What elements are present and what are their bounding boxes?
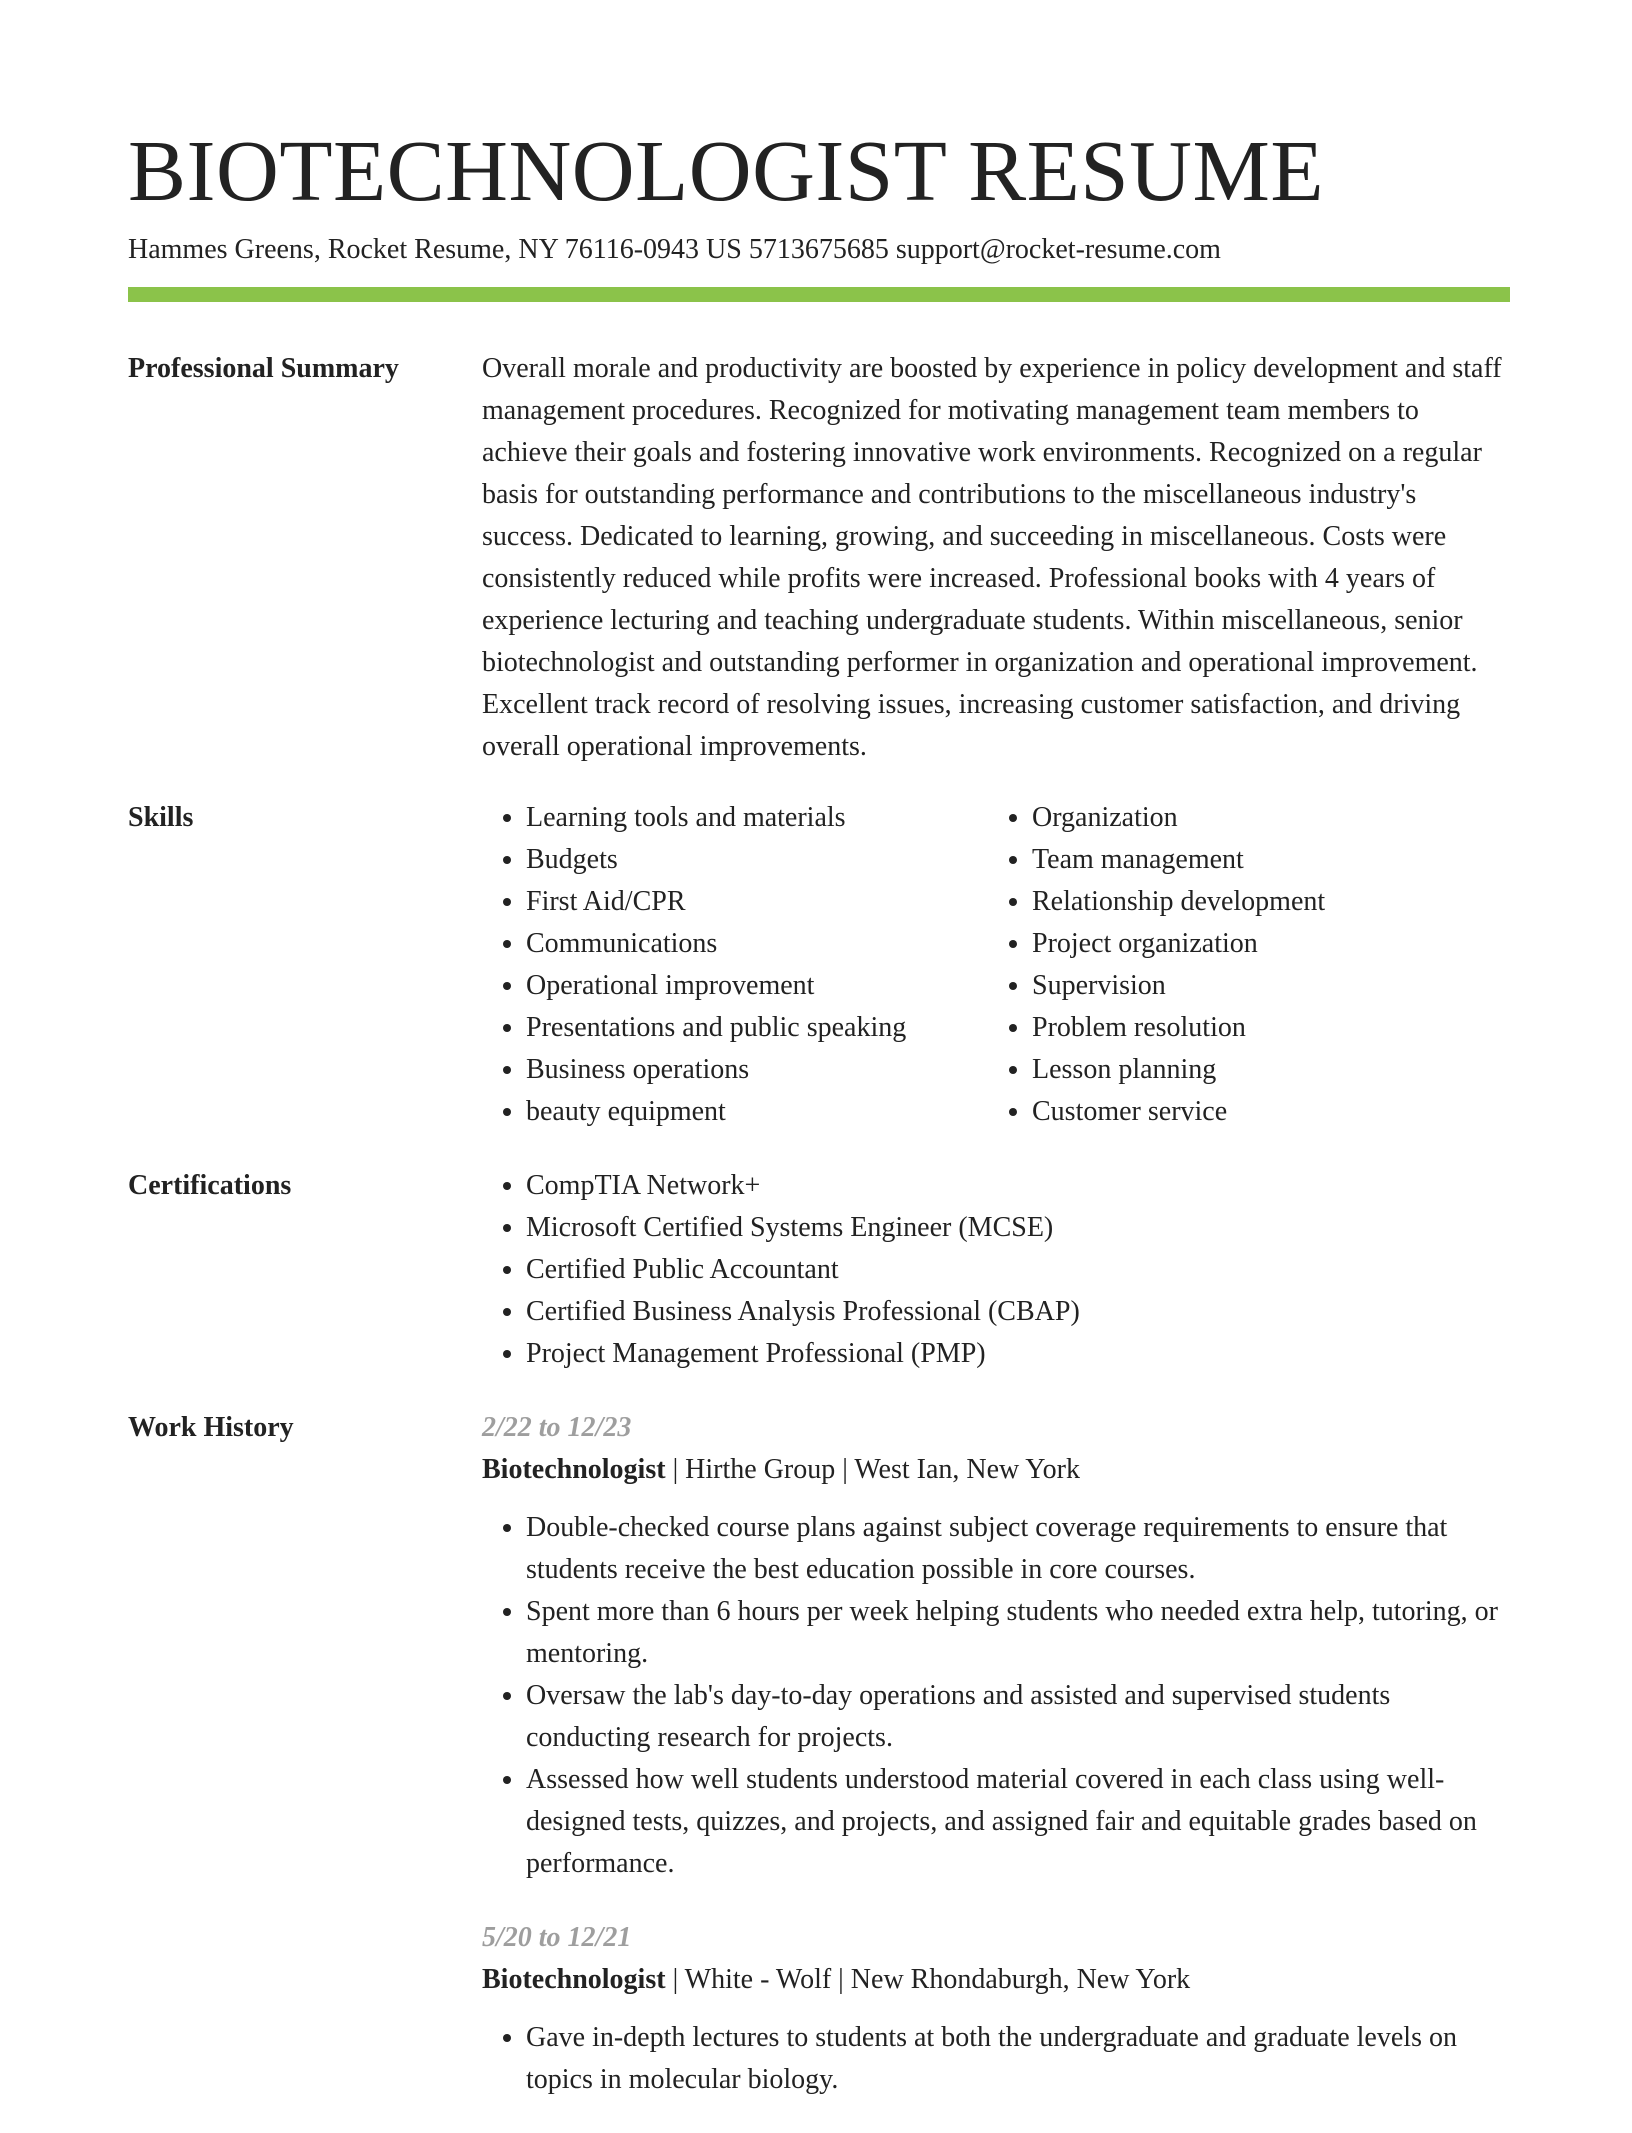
summary-text: Overall morale and productivity are boosted by experience in policy development and staff management procedures. Recognized for motivating management team members to achieve their goals and fostering innovative work environments. Recognized on a regular basis for outstanding performance and contributions to the miscellaneous industry's success. Dedicated to learning, growing, and succeeding in miscellaneous. Costs were consistently reduced while profits were increased. Professional books with 4 years of experience lecturing and teaching undergraduate students. Within miscellaneous, senior biotechnologist and outstanding performer in organization and operational improvement. Excellent track record of resolving issues, increasing customer satisfaction, and driving overall operational improvements. — [482, 353, 1502, 762]
certification-item: • Certified Public Accountant — [526, 1249, 1510, 1291]
job-bullet: • Gave in-depth lectures to students at both the undergraduate and graduate levels on topics in molecular biology. — [526, 2017, 1510, 2101]
job-date: 2/22 to 12/23 — [482, 1412, 632, 1443]
skill-item: • Operational improvement — [526, 965, 988, 1007]
summary-body — [482, 348, 1510, 768]
job-header — [482, 1959, 1510, 2001]
skills-body — [482, 797, 1510, 1133]
skill-item: • Supervision — [1032, 965, 1494, 1007]
skills-label: Skills — [128, 802, 194, 833]
skill-item: • Budgets — [526, 839, 988, 881]
job-bullet: • Spent more than 6 hours per week helping students who needed extra help, tutoring, or mentoring. — [526, 1591, 1510, 1675]
work-history-body — [482, 1407, 1510, 2133]
skill-item: • Relationship development — [1032, 881, 1494, 923]
skill-item: • Lesson planning — [1032, 1049, 1494, 1091]
skills-column-left — [482, 797, 988, 1133]
summary-label: Professional Summary — [128, 353, 399, 384]
certifications-label: Certifications — [128, 1170, 292, 1201]
page-title: BIOTECHNOLOGIST RESUME — [128, 122, 1324, 219]
skill-item: • Team management — [1032, 839, 1494, 881]
skill-item: • Communications — [526, 923, 988, 965]
skill-item: • First Aid/CPR — [526, 881, 988, 923]
job-entry — [482, 1917, 1510, 2101]
header-divider — [128, 287, 1510, 302]
job-bullet: • Oversaw the lab's day-to-day operations and assisted and supervised students conducting research for projects. — [526, 1675, 1510, 1759]
job-date: 5/20 to 12/21 — [482, 1922, 632, 1953]
skill-item: • Problem resolution — [1032, 1007, 1494, 1049]
skills-list-left — [482, 797, 988, 1133]
job-title: Biotechnologist — [482, 1454, 666, 1485]
certifications-body — [482, 1165, 1510, 1375]
job-header — [482, 1449, 1510, 1491]
job-bullets — [482, 1507, 1510, 1885]
skills-list-right — [988, 797, 1494, 1133]
certification-item: • Project Management Professional (PMP) — [526, 1333, 1510, 1375]
skill-item: • Learning tools and materials — [526, 797, 988, 839]
job-bullet: • Double-checked course plans against subject coverage requirements to ensure that students receive the best education possible in core courses. — [526, 1507, 1510, 1591]
certification-item: • Microsoft Certified Systems Engineer (MCSE) — [526, 1207, 1510, 1249]
skill-item: • Presentations and public speaking — [526, 1007, 988, 1049]
skills-column-right — [988, 797, 1494, 1133]
certification-item: • Certified Business Analysis Professional (CBAP) — [526, 1291, 1510, 1333]
skill-item: • beauty equipment — [526, 1091, 988, 1133]
certifications-list — [482, 1165, 1510, 1375]
skill-item: • Customer service — [1032, 1091, 1494, 1133]
skill-item: • Business operations — [526, 1049, 988, 1091]
certification-item: • CompTIA Network+ — [526, 1165, 1510, 1207]
job-details: | White - Wolf | New Rhondaburgh, New York — [665, 1964, 1191, 1995]
skill-item: • Project organization — [1032, 923, 1494, 965]
job-details: | Hirthe Group | West Ian, New York — [665, 1454, 1080, 1485]
skill-item: • Organization — [1032, 797, 1494, 839]
job-bullet: • Assessed how well students understood material covered in each class using well-designed tests, quizzes, and projects, and assigned fair and equitable grades based on performance. — [526, 1759, 1510, 1885]
job-bullets — [482, 2017, 1510, 2101]
contact-info: Hammes Greens, Rocket Resume, NY 76116-0943 US 5713675685 support@rocket-resume.com — [128, 234, 1221, 265]
work-history-label: Work History — [128, 1412, 294, 1443]
job-entry — [482, 1407, 1510, 1885]
job-title: Biotechnologist — [482, 1964, 666, 1995]
